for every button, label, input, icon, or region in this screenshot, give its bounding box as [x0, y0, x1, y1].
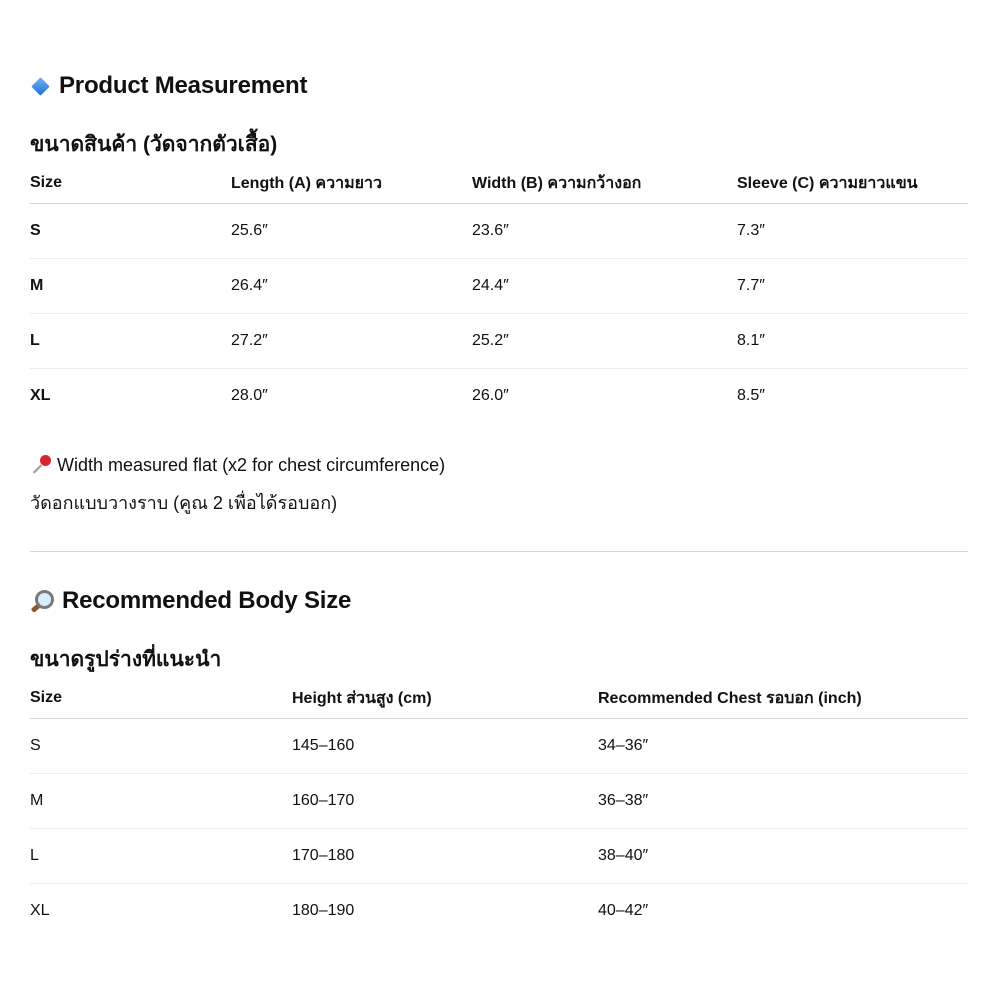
- product-measurement-table: [30, 163, 968, 423]
- length-cell: 26.4″: [231, 277, 268, 294]
- table-header-row: [30, 163, 968, 204]
- table-row: [30, 719, 968, 774]
- width-cell: 24.4″: [472, 277, 509, 294]
- length-cell: 25.6″: [231, 222, 268, 239]
- size-cell: S: [30, 222, 41, 239]
- length-cell: 28.0″: [231, 387, 268, 404]
- width-cell: 23.6″: [472, 222, 509, 239]
- header-length: Length (A) ความยาว: [231, 174, 382, 192]
- header-height: Height ส่วนสูง (cm): [292, 689, 432, 707]
- table-row: [30, 774, 968, 829]
- table-row: [30, 259, 968, 314]
- height-cell: 180–190: [292, 902, 355, 919]
- size-cell: M: [30, 277, 44, 294]
- recommended-size-table: [30, 678, 968, 938]
- recommended-size-title: Recommended Body Size: [62, 587, 352, 614]
- height-cell: 145–160: [292, 737, 355, 754]
- header-size: Size: [30, 174, 63, 191]
- header-sleeve: Sleeve (C) ความยาวแขน: [737, 174, 918, 192]
- chest-cell: 34–36″: [598, 737, 649, 754]
- size-cell: XL: [30, 387, 51, 404]
- size-cell: M: [30, 792, 44, 809]
- product-measurement-subtitle: ขนาดสินค้า (วัดจากตัวเสื้อ): [30, 133, 278, 156]
- height-cell: 170–180: [292, 847, 355, 864]
- table-row: [30, 314, 968, 369]
- header-chest: Recommended Chest รอบอก (inch): [598, 689, 862, 707]
- chest-cell: 36–38″: [598, 792, 649, 809]
- product-measurement-heading: [30, 72, 307, 100]
- pushpin-icon: [30, 454, 52, 476]
- size-cell: L: [30, 332, 40, 349]
- section-divider: [30, 551, 968, 552]
- product-measurement-title: Product Measurement: [59, 72, 308, 99]
- table-row: [30, 369, 968, 423]
- table-row: [30, 884, 968, 938]
- size-cell: L: [30, 847, 39, 864]
- sleeve-cell: 7.7″: [737, 277, 765, 294]
- table-header-row: [30, 678, 968, 719]
- table-row: [30, 829, 968, 884]
- recommended-size-subtitle: ขนาดรูปร่างที่แนะนำ: [30, 648, 222, 671]
- note-en-text: Width measured flat (x2 for chest circumference): [57, 454, 446, 475]
- header-size: Size: [30, 689, 63, 706]
- length-cell: 27.2″: [231, 332, 268, 349]
- measurement-note-en: [30, 454, 445, 476]
- sleeve-cell: 7.3″: [737, 222, 765, 239]
- measurement-note-th: วัดอกแบบวางราบ (คูณ 2 เพื่อได้รอบอก): [30, 493, 338, 513]
- blue-diamond-icon: [31, 77, 49, 95]
- header-width: Width (B) ความกว้างอก: [472, 174, 642, 192]
- table-row: [30, 204, 968, 259]
- width-cell: 25.2″: [472, 332, 509, 349]
- magnifying-glass-icon: [30, 589, 56, 613]
- size-cell: S: [30, 737, 41, 754]
- sleeve-cell: 8.1″: [737, 332, 765, 349]
- size-cell: XL: [30, 902, 50, 919]
- sleeve-cell: 8.5″: [737, 387, 765, 404]
- chest-cell: 38–40″: [598, 847, 649, 864]
- chest-cell: 40–42″: [598, 902, 649, 919]
- width-cell: 26.0″: [472, 387, 509, 404]
- recommended-size-heading: [30, 587, 351, 615]
- height-cell: 160–170: [292, 792, 355, 809]
